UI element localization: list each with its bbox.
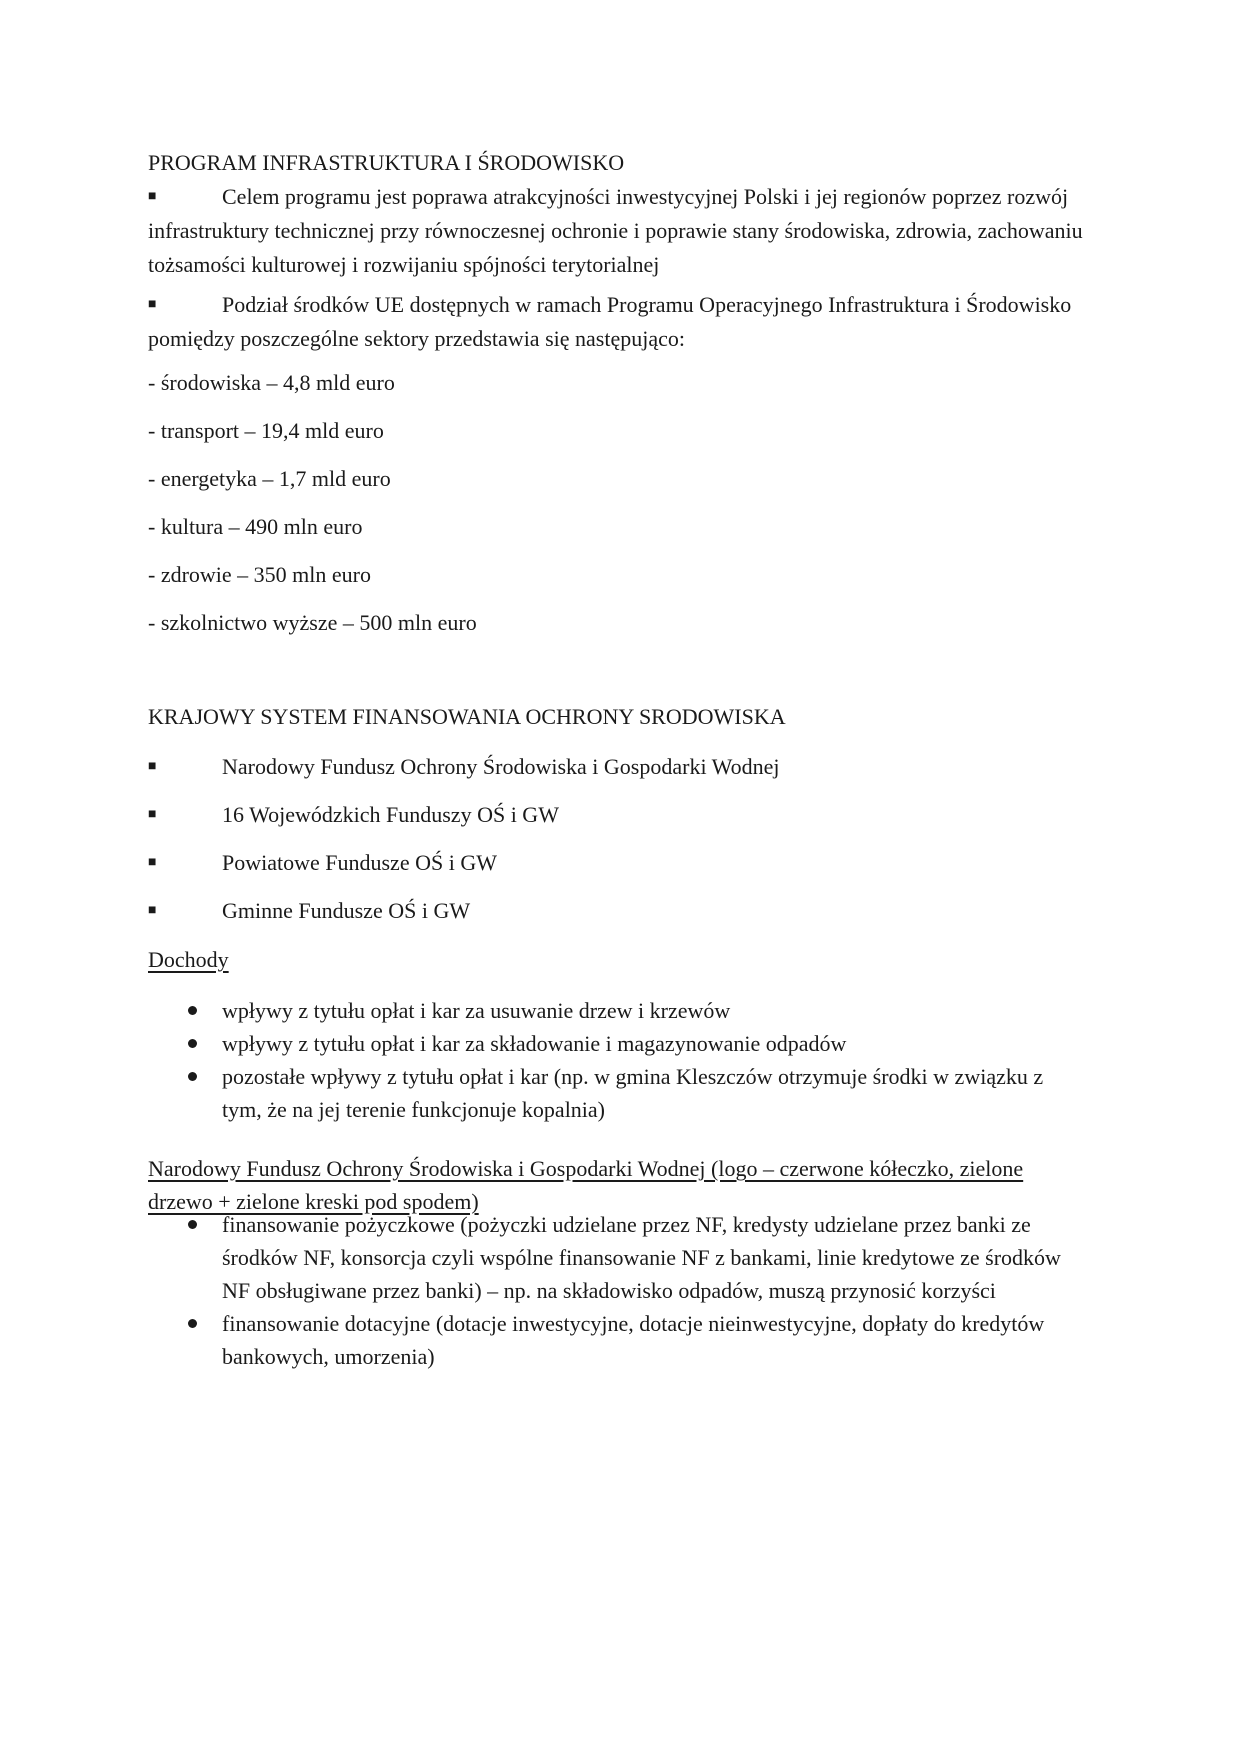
section-title-krajowy-system: KRAJOWY SYSTEM FINANSOWANIA OCHRONY SRODOWISKA (148, 704, 786, 729)
fund-item (148, 846, 1088, 880)
bullet-item-goal (148, 180, 1088, 282)
square-bullet-icon: ■ (148, 189, 157, 204)
fund-text: Narodowy Fundusz Ochrony Środowiska i Gospodarki Wodnej (222, 754, 780, 779)
sector-item: - energetyka – 1,7 mld euro (148, 466, 391, 491)
bullet-dot-icon (188, 1039, 197, 1048)
list-item: finansowanie dotacyjne (dotacje inwestycyjne, dotacje nieinwestycyjne, dopłaty do kredytów bankowych, umorzenia) (148, 1307, 1088, 1373)
income-heading: Dochody (148, 947, 229, 972)
fund-item (148, 750, 1088, 784)
bullet-text: Celem programu jest poprawa atrakcyjności inwestycyjnej Polski i jej regionów poprzez rozwój infrastruktury technicznej przy równoczesnej ochronie i poprawie stany środowiska, zdrowia, zachowaniu tożsamości kulturowej i rozwijaniu spójności terytorialnej (148, 184, 1083, 277)
fund-text: Gminne Fundusze OŚ i GW (222, 898, 471, 923)
bullet-dot-icon (188, 1006, 197, 1015)
fund-text: Powiatowe Fundusze OŚ i GW (222, 850, 497, 875)
square-bullet-icon: ■ (148, 759, 157, 774)
bullet-item-allocation (148, 288, 1088, 356)
sector-item: - transport – 19,4 mld euro (148, 418, 384, 443)
income-list (148, 994, 1088, 1126)
bullet-dot-icon (188, 1319, 197, 1328)
sector-item: - środowiska – 4,8 mld euro (148, 370, 395, 395)
section-title-program: PROGRAM INFRASTRUKTURA I ŚRODOWISKO (148, 150, 625, 175)
fund-item (148, 894, 1088, 928)
list-item: wpływy z tytułu opłat i kar za składowanie i magazynowanie odpadów (148, 1027, 1088, 1060)
square-bullet-icon: ■ (148, 903, 157, 918)
square-bullet-icon: ■ (148, 855, 157, 870)
bullet-dot-icon (188, 1220, 197, 1229)
nf-heading: Narodowy Fundusz Ochrony Środowiska i Gospodarki Wodnej (logo – czerwone kółeczko, zielone drzewo + zielone kreski pod spodem) (148, 1156, 1024, 1214)
fund-text: 16 Wojewódzkich Funduszy OŚ i GW (222, 802, 559, 827)
nf-financing-list (148, 1208, 1088, 1373)
bullet-dot-icon (188, 1072, 197, 1081)
list-item: finansowanie pożyczkowe (pożyczki udzielane przez NF, kredysty udzielane przez banki ze środków NF, konsorcja czyli wspólne finansowanie NF z bankami, linie kredytowe ze środków NF obsługiwane przez banki) – np. na składowisko odpadów, muszą przynosić korzyści (148, 1208, 1088, 1307)
sector-item: - zdrowie – 350 mln euro (148, 562, 371, 587)
list-item: wpływy z tytułu opłat i kar za usuwanie drzew i krzewów (148, 994, 1088, 1027)
sector-item: - kultura – 490 mln euro (148, 514, 363, 539)
fund-item (148, 798, 1088, 832)
list-item: pozostałe wpływy z tytułu opłat i kar (np. w gmina Kleszczów otrzymuje środki w związku z tym, że na jej terenie funkcjonuje kopalnia) (148, 1060, 1088, 1126)
bullet-text: Podział środków UE dostępnych w ramach Programu Operacyjnego Infrastruktura i Środowisko pomiędzy poszczególne sektory przedstawia się następująco: (148, 292, 1072, 351)
square-bullet-icon: ■ (148, 807, 157, 822)
square-bullet-icon: ■ (148, 297, 157, 312)
sector-item: - szkolnictwo wyższe – 500 mln euro (148, 610, 477, 635)
